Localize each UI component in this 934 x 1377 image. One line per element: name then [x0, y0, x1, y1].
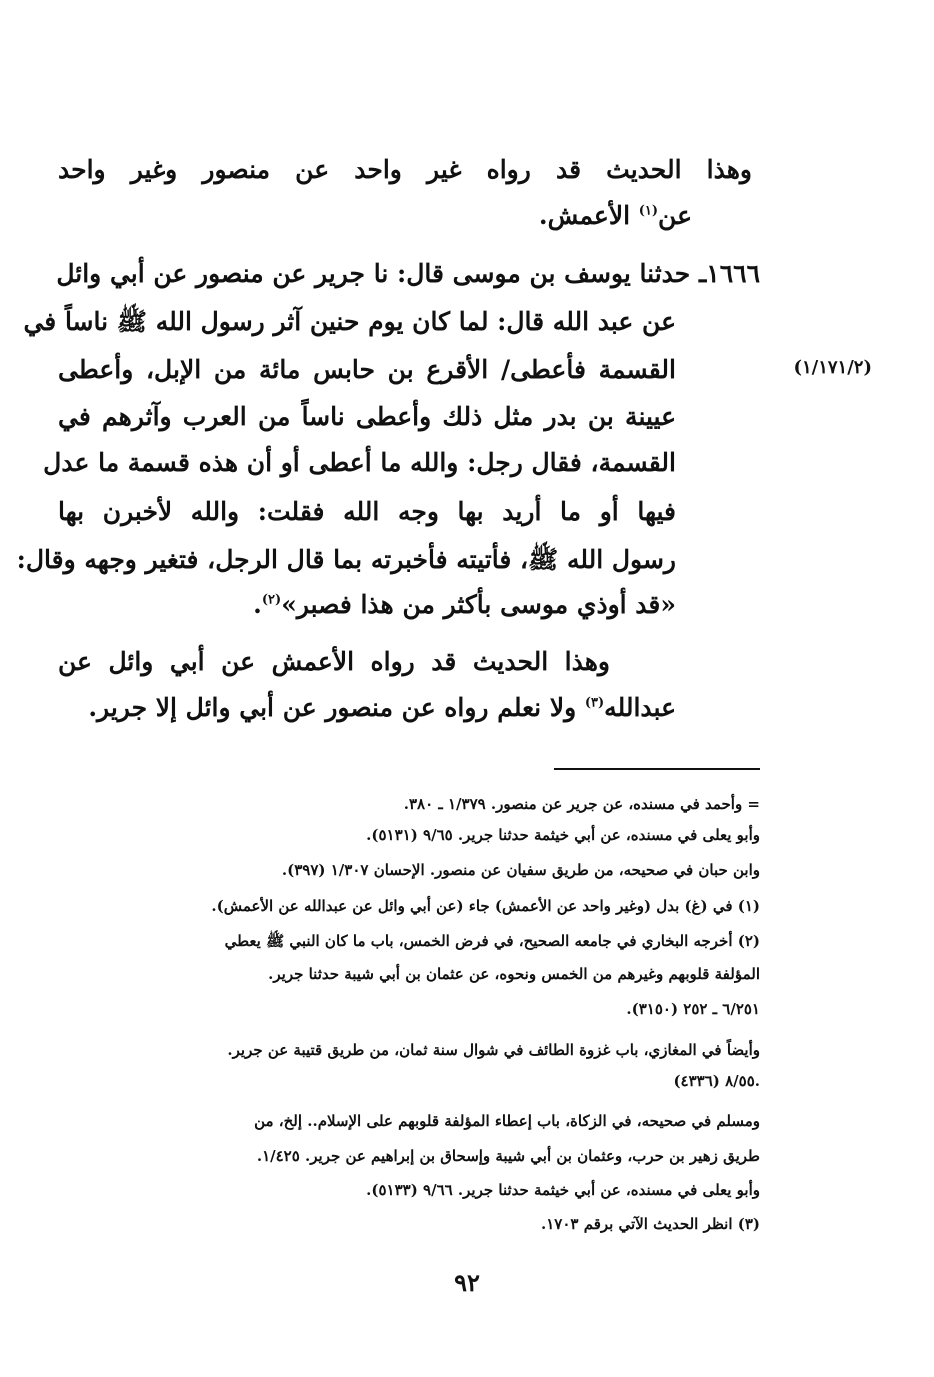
footnote-line: = وأحمد في مسنده، عن جرير عن منصور. ١/٣٧٩ ـ ٣٨٠.	[403, 795, 760, 813]
intro-line-2	[539, 196, 692, 236]
page-number: ٩٢	[454, 1268, 480, 1297]
hadith-line-2: عن عبد الله قال: لما كان يوم حنين آثر رسول الله ﷺ ناساً في	[23, 307, 676, 336]
hadith-line-7: رسول الله ﷺ، فأتيته فأخبرته بما قال الرجل، فتغير وجهه وقال:	[16, 545, 676, 574]
footnote-line: ٦/٢٥١ ـ ٢٥٢ (٣١٥٠).	[626, 1000, 760, 1018]
footnote-line: وأبو يعلى في مسنده، عن أبي خيثمة حدثنا جرير. ٩/٦٦ (٥١٣٣).	[366, 1181, 760, 1199]
hadith-line-6: فيها أو ما أريد بها وجه الله فقلت: والله لأخبرن بها	[58, 497, 676, 526]
footnote-line: ومسلم في صحيحه، في الزكاة، باب إعطاء المؤلفة قلوبهم على الإسلام.. إلخ، من	[254, 1112, 760, 1130]
footnote-line: طريق زهير بن حرب، وعثمان بن أبي شيبة وإسحاق بن إبراهيم عن جرير. ١/٤٢٥.	[256, 1147, 760, 1165]
hadith-line-8	[253, 585, 676, 625]
footnote-marker-3: (٣)	[584, 695, 605, 711]
closing-line-1: وهذا الحديث قد رواه الأعمش عن أبي وائل عن	[58, 647, 610, 676]
closing-line-2-start: عبدالله	[604, 693, 676, 722]
footnote-line: وأيضاً في المغازي، باب غزوة الطائف في شوال سنة ثمان، من طريق قتيبة عن جرير.	[227, 1041, 760, 1059]
intro-line-2-start: عن	[658, 201, 692, 230]
footnote-marker-2: (٢)	[261, 592, 282, 608]
footnote-separator	[554, 768, 760, 770]
footnote-1: (١) في (غ) بدل (وغير واحد عن الأعمش) جاء (عن أبي وائل عن عبدالله عن الأعمش).	[211, 897, 760, 915]
closing-line-2-end: ولا نعلم رواه عن منصور عن أبي وائل إلا جرير.	[88, 693, 585, 722]
manuscript-folio-reference: (١/١٧١/٢)	[793, 357, 872, 378]
footnote-marker-1: (١)	[638, 203, 659, 219]
hadith-line-5: القسمة، فقال رجل: والله ما أعطى أو أن هذه قسمة ما عدل	[43, 448, 676, 477]
footnote-line: وأبو يعلى في مسنده، عن أبي خيثمة حدثنا جرير. ٩/٦٥ (٥١٣١).	[366, 826, 760, 844]
hadith-line-4: عيينة بن بدر مثل ذلك وأعطى ناساً من العرب وآثرهم في	[58, 402, 676, 431]
footnote-line: ٨/٥٥ (٤٣٣٦).	[673, 1072, 760, 1090]
footnote-2: (٢) أخرجه البخاري في جامعه الصحيح، في فرض الخمس، باب ما كان النبي ﷺ يعطي	[224, 932, 760, 950]
footnote-3: (٣) انظر الحديث الآتي برقم ١٧٠٣.	[541, 1215, 760, 1233]
hadith-line-1-text: ـ حدثنا يوسف بن موسى قال: نا جرير عن منصور عن أبي وائل	[56, 259, 707, 288]
intro-line-1: وهذا الحديث قد رواه غير واحد عن منصور وغير واحد	[58, 155, 752, 184]
intro-line-2-end: الأعمش.	[538, 201, 639, 230]
hadith-first-line	[58, 254, 760, 294]
footnote-line: وابن حبان في صحيحه، من طريق سفيان عن منصور. الإحسان ١/٣٠٧ (٣٩٧).	[281, 861, 760, 879]
hadith-number: ١٦٦٦	[706, 259, 760, 288]
hadith-line-8-end: .	[253, 590, 262, 619]
closing-line-2	[88, 688, 676, 728]
hadith-quote: «قد أوذي موسى بأكثر من هذا فصبر»	[281, 590, 676, 619]
footnote-line: المؤلفة قلوبهم وغيرهم من الخمس ونحوه، عن عثمان بن أبي شيبة حدثنا جرير.	[268, 965, 760, 983]
hadith-line-3: القسمة فأعطى/ الأقرع بن حابس مائة من الإبل، وأعطى	[58, 355, 676, 384]
